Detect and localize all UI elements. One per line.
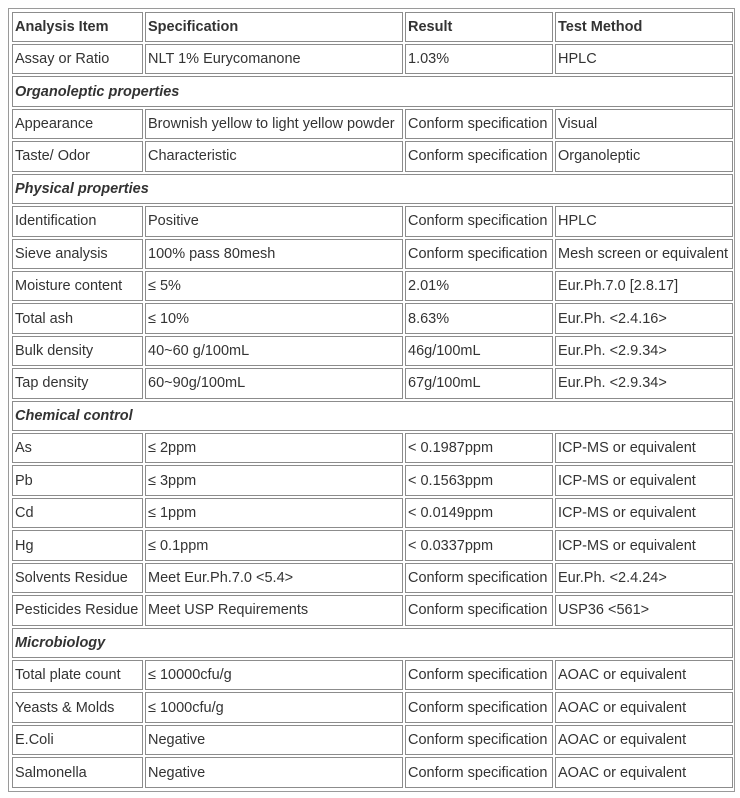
cell-result: Conform specification [405,725,553,755]
cell-specification: ≤ 1ppm [145,498,403,528]
cell-test-method: Eur.Ph. <2.9.34> [555,336,733,366]
cell-specification: Negative [145,725,403,755]
table-row [12,44,733,74]
cell-analysis-item: Pesticides Residue [12,595,143,625]
table-row [12,563,733,593]
cell-analysis-item: Solvents Residue [12,563,143,593]
cell-analysis-item: Salmonella [12,757,143,788]
spec-table-frame [8,8,735,792]
section-header-row [12,174,733,204]
section-header-row [12,628,733,658]
cell-test-method: Eur.Ph. <2.9.34> [555,368,733,398]
cell-result: 8.63% [405,303,553,333]
cell-test-method: Eur.Ph. <2.4.24> [555,563,733,593]
table-row [12,692,733,722]
cell-test-method: Organoleptic [555,141,733,171]
cell-specification: Negative [145,757,403,788]
header-result: Result [405,12,553,42]
cell-analysis-item: Total ash [12,303,143,333]
cell-specification: ≤ 2ppm [145,433,403,463]
cell-test-method: ICP-MS or equivalent [555,433,733,463]
section-header-row [12,76,733,106]
cell-result: Conform specification [405,757,553,788]
cell-test-method: ICP-MS or equivalent [555,498,733,528]
table-row [12,433,733,463]
cell-specification: Brownish yellow to light yellow powder [145,109,403,139]
section-title: Microbiology [12,628,733,658]
table-row [12,303,733,333]
cell-result: < 0.1987ppm [405,433,553,463]
table-row [12,595,733,625]
section-title: Physical properties [12,174,733,204]
cell-analysis-item: E.Coli [12,725,143,755]
cell-result: Conform specification [405,595,553,625]
cell-specification: Meet Eur.Ph.7.0 <5.4> [145,563,403,593]
cell-test-method: ICP-MS or equivalent [555,530,733,560]
cell-specification: 40~60 g/100mL [145,336,403,366]
cell-result: Conform specification [405,660,553,690]
cell-analysis-item: Hg [12,530,143,560]
cell-specification: 60~90g/100mL [145,368,403,398]
cell-result: 67g/100mL [405,368,553,398]
cell-test-method: AOAC or equivalent [555,757,733,788]
cell-analysis-item: Cd [12,498,143,528]
cell-analysis-item: As [12,433,143,463]
cell-specification: ≤ 1000cfu/g [145,692,403,722]
cell-analysis-item: Moisture content [12,271,143,301]
table-row [12,465,733,495]
table-row [12,206,733,236]
cell-result: Conform specification [405,692,553,722]
cell-analysis-item: Pb [12,465,143,495]
cell-test-method: HPLC [555,206,733,236]
cell-result: Conform specification [405,141,553,171]
cell-test-method: Visual [555,109,733,139]
cell-analysis-item: Total plate count [12,660,143,690]
table-row [12,660,733,690]
cell-result: Conform specification [405,563,553,593]
cell-test-method: AOAC or equivalent [555,692,733,722]
cell-analysis-item: Assay or Ratio [12,44,143,74]
table-row [12,141,733,171]
header-analysis-item: Analysis Item [12,12,143,42]
table-row [12,239,733,269]
table-row [12,271,733,301]
cell-test-method: Eur.Ph.7.0 [2.8.17] [555,271,733,301]
cell-result: Conform specification [405,239,553,269]
cell-specification: ≤ 0.1ppm [145,530,403,560]
cell-test-method: USP36 <561> [555,595,733,625]
cell-analysis-item: Sieve analysis [12,239,143,269]
cell-analysis-item: Appearance [12,109,143,139]
cell-specification: ≤ 10% [145,303,403,333]
cell-result: < 0.0337ppm [405,530,553,560]
section-title: Chemical control [12,401,733,431]
cell-result: 46g/100mL [405,336,553,366]
specification-table [10,10,735,790]
cell-result: 2.01% [405,271,553,301]
cell-specification: 100% pass 80mesh [145,239,403,269]
cell-test-method: AOAC or equivalent [555,725,733,755]
cell-analysis-item: Yeasts & Molds [12,692,143,722]
cell-result: < 0.1563ppm [405,465,553,495]
cell-result: < 0.0149ppm [405,498,553,528]
cell-analysis-item: Taste/ Odor [12,141,143,171]
table-row [12,109,733,139]
cell-specification: Meet USP Requirements [145,595,403,625]
cell-result: Conform specification [405,206,553,236]
section-title: Organoleptic properties [12,76,733,106]
cell-specification: NLT 1% Eurycomanone [145,44,403,74]
cell-specification: Positive [145,206,403,236]
cell-test-method: AOAC or equivalent [555,660,733,690]
cell-specification: ≤ 10000cfu/g [145,660,403,690]
table-row [12,757,733,788]
table-row [12,498,733,528]
cell-analysis-item: Identification [12,206,143,236]
cell-test-method: HPLC [555,44,733,74]
header-row [12,12,733,42]
cell-specification: ≤ 3ppm [145,465,403,495]
cell-test-method: Eur.Ph. <2.4.16> [555,303,733,333]
table-row [12,530,733,560]
table-row [12,725,733,755]
cell-result: Conform specification [405,109,553,139]
cell-analysis-item: Tap density [12,368,143,398]
table-row [12,336,733,366]
table-row [12,368,733,398]
cell-result: 1.03% [405,44,553,74]
header-specification: Specification [145,12,403,42]
cell-specification: Characteristic [145,141,403,171]
cell-test-method: ICP-MS or equivalent [555,465,733,495]
header-test-method: Test Method [555,12,733,42]
cell-test-method: Mesh screen or equivalent [555,239,733,269]
cell-specification: ≤ 5% [145,271,403,301]
section-header-row [12,401,733,431]
cell-analysis-item: Bulk density [12,336,143,366]
